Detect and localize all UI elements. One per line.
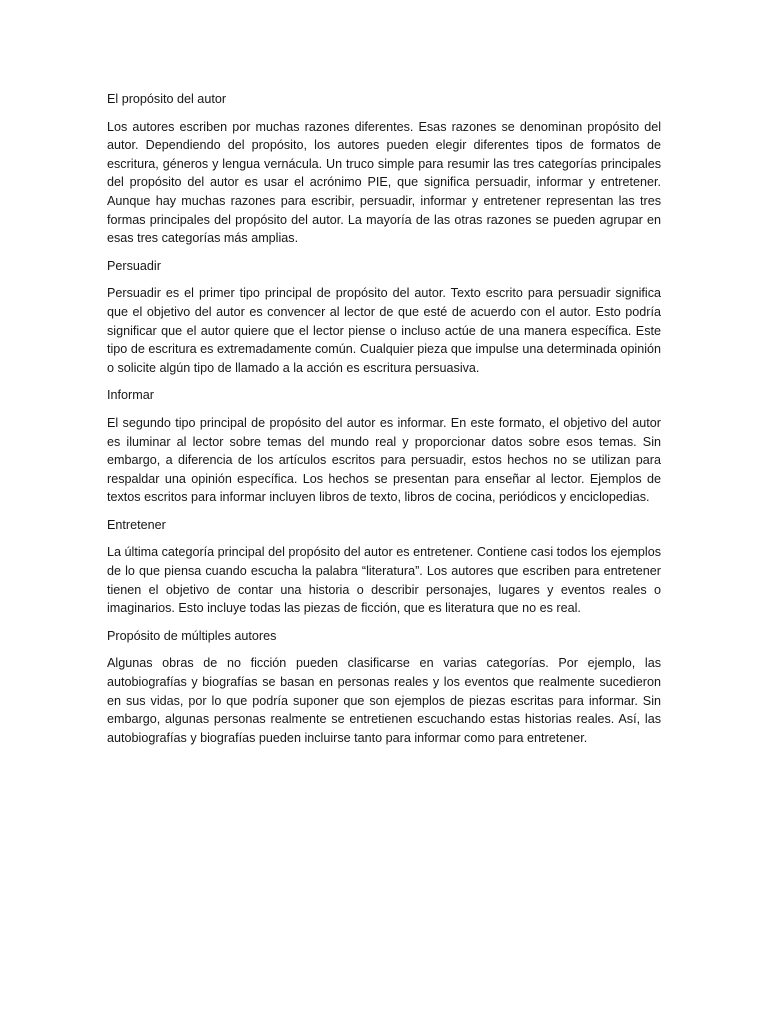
intro-paragraph: Los autores escriben por muchas razones diferentes. Esas razones se denominan propósito del autor. Dependiendo del propósito, los autores pueden elegir diferentes tipos de formatos de escritura, géneros y lengua vernácula. Un truco simple para resumir las tres categorías principales del propósito del autor es usar el acrónimo PIE, que significa persuadir, informar y entretener. Aunque hay muchas razones para escribir, persuadir, informar y entretener representan las tres formas principales del propósito del autor. La mayoría de las otras razones se pueden agrupar en esas tres categorías más amplias. (107, 119, 661, 246)
document-title: El propósito del autor (107, 92, 227, 106)
section-body-persuadir: Persuadir es el primer tipo principal de propósito del autor. Texto escrito para persuadir significa que el objetivo del autor es convencer al lector de que esté de acuerdo con el autor. Esto podría significar que el autor quiere que el lector piense o incluso actúe de una manera específica. Este tipo de escritura es extremadamente común. Cualquier pieza que impulse una determinada opinión o solicite algún tipo de llamado a la acción es escritura persuasiva. (107, 286, 661, 375)
section-heading-persuadir: Persuadir (107, 258, 161, 273)
section-heading-entretener: Entretener (107, 517, 166, 532)
section-heading-multiples-autores: Propósito de múltiples autores (107, 628, 277, 643)
section-body-multiples-autores: Algunas obras de no ficción pueden clasificarse en varias categorías. Por ejemplo, las autobiografías y biografías se basan en personas reales y los eventos que realmente sucedieron en sus vidas, por lo que podría suponer que son ejemplos de piezas escritas para informar. Sin embargo, algunas personas realmente se entretienen escuchando estas historias reales. Así, las autobiografías y biografías pueden incluirse tanto para informar como para entretener. (107, 656, 661, 745)
section-heading-informar: Informar (107, 388, 154, 403)
section-body-entretener: La última categoría principal del propósito del autor es entretener. Contiene casi todos los ejemplos de lo que piensa cuando escucha la palabra “literatura”. Los autores que escriben para entretener tienen el objetivo de contar una historia o describir personajes, lugares y eventos reales o imaginarios. Esto incluye todas las piezas de ficción, que es literatura que no es real. (107, 545, 661, 616)
section-body-informar: El segundo tipo principal de propósito del autor es informar. En este formato, el objetivo del autor es iluminar al lector sobre temas del mundo real y proporcionar datos sobre esos temas. Sin embargo, a diferencia de los artículos escritos para persuadir, estos hechos no se utilizan para respaldar una opinión específica. Los hechos se presentan para enseñar al lector. Ejemplos de textos escritos para informar incluyen libros de texto, libros de cocina, periódicos y enciclopedias. (107, 415, 661, 505)
